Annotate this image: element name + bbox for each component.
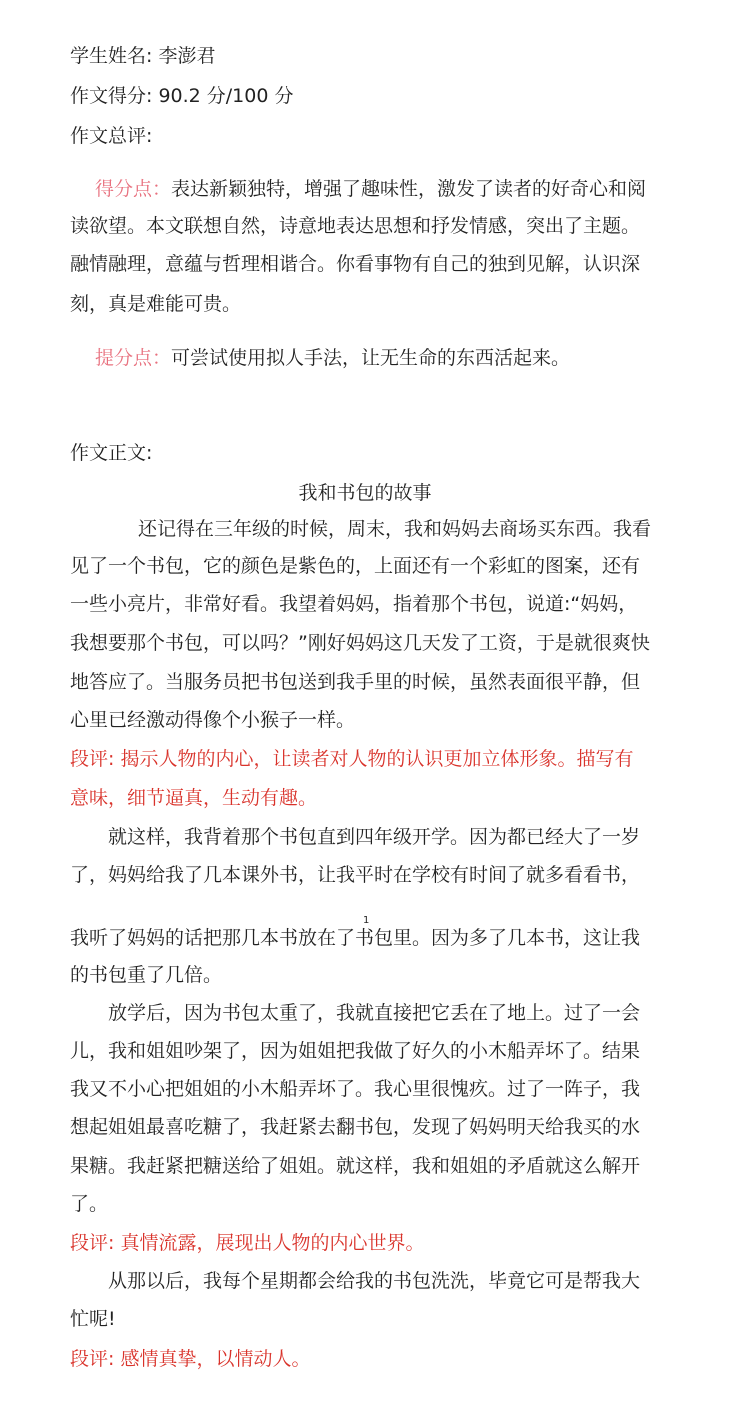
essay-line-13: 我又不小心把姐姐的小木船弄坏了。我心里很愧疚。过了一阵子，我 — [70, 1078, 641, 1100]
essay-line-17: 从那以后，我每个星期都会给我的书包洗洗，毕竟它可是帮我大 — [108, 1270, 641, 1292]
essay-line-12: 儿，我和姐姐吵架了，因为姐姐把我做了好久的小木船弄坏了。结果 — [70, 1040, 641, 1062]
essay-line-9: 我听了妈妈的话把那几本书放在了书包里。因为多了几本书，这让我 — [70, 927, 641, 949]
essay-section-title: 作文正文: — [70, 442, 153, 464]
essay-line-8: 了，妈妈给我了几本课外书，让我平时在学校有时间了就多看看书， — [70, 864, 641, 886]
paragraph-comment-3: 段评: 感情真挚，以情动人。 — [70, 1348, 311, 1370]
essay-line-18: 忙呢! — [70, 1308, 116, 1330]
essay-line-3: 一些小亮片，非常好看。我望着妈妈，指着那个书包，说道:“妈妈， — [70, 593, 638, 615]
essay-line-5: 地答应了。当服务员把书包送到我手里的时候，虽然表面很平静，但 — [70, 671, 641, 693]
merit-line-4: 刻，真是难能可贵。 — [70, 293, 242, 315]
student-name-line: 学生姓名: 李澎君 — [70, 45, 216, 67]
essay-line-4: 我想要那个书包，可以吗？”刚好妈妈这几天发了工资，于是就很爽快 — [70, 632, 650, 654]
essay-line-14: 想起姐姐最喜吃糖了，我赶紧去翻书包，发现了妈妈明天给我买的水 — [70, 1116, 641, 1138]
merit-line-1 — [95, 177, 646, 201]
merit-text-1: 表达新颖独特，增强了趣味性，激发了读者的好奇心和阅 — [171, 178, 647, 200]
score-line: 作文得分: 90.2 分/100 分 — [70, 85, 294, 107]
improve-line — [95, 346, 570, 370]
essay-line-1: 还记得在三年级的时候，周末，我和妈妈去商场买东西。我看 — [138, 518, 652, 540]
paragraph-comment-1a: 段评: 揭示人物的内心，让读者对人物的认识更加立体形象。描写有 — [70, 748, 634, 770]
essay-line-6: 心里已经激动得像个小猴子一样。 — [70, 709, 356, 731]
merit-label: 得分点： — [95, 178, 172, 200]
paragraph-comment-2: 段评: 真情流露，展现出人物的内心世界。 — [70, 1232, 425, 1254]
essay-line-10: 的书包重了几倍。 — [70, 964, 223, 986]
essay-line-15: 果糖。我赶紧把糖送给了姐姐。就这样，我和姐姐的矛盾就这么解开 — [70, 1155, 641, 1177]
merit-line-2: 读欲望。本文联想自然，诗意地表达思想和抒发情感，突出了主题。 — [70, 215, 641, 237]
improve-label: 提分点： — [95, 347, 172, 369]
essay-line-7: 就这样，我背着那个书包直到四年级开学。因为都已经大了一岁 — [108, 826, 641, 848]
improve-text: 可尝试使用拟人手法，让无生命的东西活起来。 — [171, 347, 571, 369]
essay-line-16: 了。 — [70, 1193, 109, 1215]
essay-line-2: 见了一个书包，它的颜色是紫色的，上面还有一个彩虹的图案，还有 — [70, 555, 641, 577]
essay-line-11: 放学后，因为书包太重了，我就直接把它丢在了地上。过了一会 — [108, 1002, 641, 1024]
essay-title: 我和书包的故事 — [298, 482, 432, 504]
review-title: 作文总评: — [70, 125, 153, 147]
paragraph-comment-1b: 意味，细节逼真，生动有趣。 — [70, 787, 318, 809]
merit-line-3: 融情融理，意蕴与哲理相谐合。你看事物有自己的独到见解，认识深 — [70, 253, 641, 275]
page-marker: 1 — [363, 915, 370, 926]
